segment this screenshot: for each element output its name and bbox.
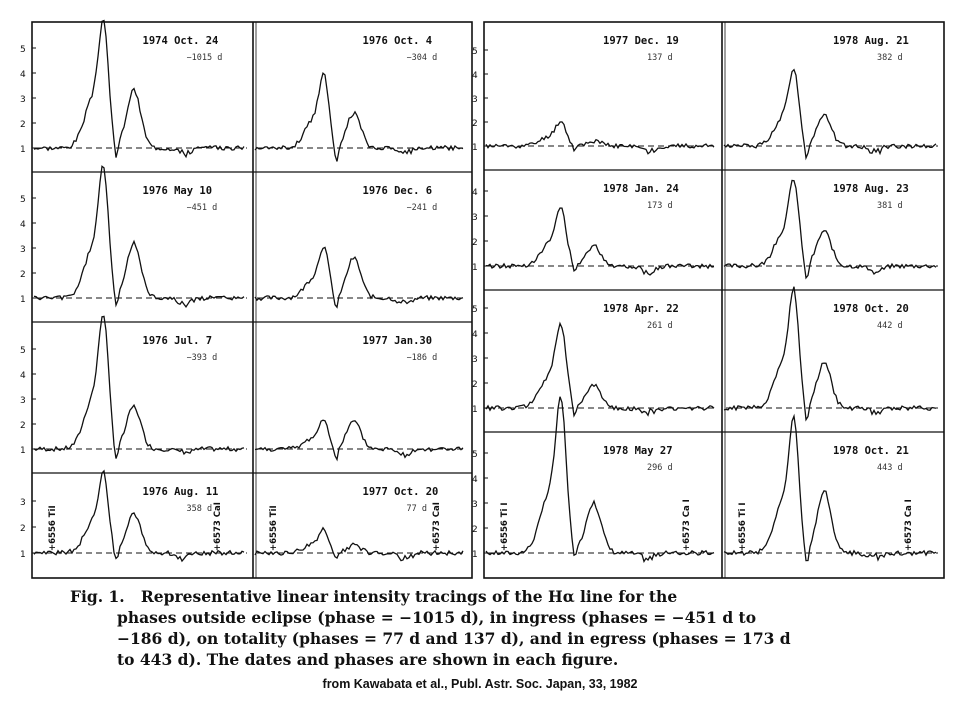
y-tick-label: 3 <box>20 245 26 255</box>
panel-phase: 442 d <box>877 321 903 331</box>
panel-phase: 381 d <box>877 201 903 211</box>
panel-date: 1976 Dec. 6 <box>362 185 433 197</box>
y-tick-label: 4 <box>472 188 478 198</box>
panel-phase: 173 d <box>647 201 673 211</box>
caption-line-4: to 443 d). The dates and phases are shown in each figure. <box>117 650 619 669</box>
panel <box>724 35 938 158</box>
y-tick-label: 1 <box>20 550 26 560</box>
panel <box>20 166 247 307</box>
y-tick-label: 3 <box>472 355 478 365</box>
y-tick-label: 2 <box>472 238 478 248</box>
panel-date: 1978 Oct. 20 <box>833 303 909 315</box>
y-tick-label: 2 <box>20 270 26 280</box>
y-tick-label: 5 <box>472 450 478 460</box>
panel <box>472 397 716 562</box>
source-citation: from Kawabata et al., Publ. Astr. Soc. Japan, 33, 1982 <box>322 677 638 691</box>
caption-label: Fig. 1. <box>70 587 125 606</box>
spectral-line-label: +6573 Ca I <box>682 499 692 551</box>
panel-date: 1976 Aug. 11 <box>142 486 219 498</box>
y-tick-label: 2 <box>472 380 478 390</box>
y-tick-label: 4 <box>472 330 478 340</box>
y-tick-label: 5 <box>20 195 26 205</box>
y-tick-label: 5 <box>472 47 478 57</box>
panel-date: 1978 Jan. 24 <box>603 183 679 195</box>
y-tick-label: 2 <box>472 119 478 129</box>
panel <box>724 416 938 560</box>
y-tick-label: 1 <box>20 295 26 305</box>
panel <box>472 183 716 275</box>
panel-phase: −393 d <box>186 353 218 363</box>
panel <box>255 185 466 307</box>
y-tick-label: 2 <box>20 524 26 534</box>
panel-phase: −304 d <box>406 53 438 63</box>
y-tick-label: 5 <box>20 346 26 356</box>
panel-date: 1976 Oct. 4 <box>362 35 433 47</box>
y-tick-label: 3 <box>20 95 26 105</box>
panel <box>472 35 716 154</box>
y-tick-label: 4 <box>20 371 26 381</box>
y-tick-label: 4 <box>20 220 26 230</box>
spectral-line-label: +6556 TiI <box>48 505 58 551</box>
panel-phase: 261 d <box>647 321 673 331</box>
panel-phase: 296 d <box>647 463 673 473</box>
panel <box>724 181 938 278</box>
intensity-tracing <box>486 397 714 562</box>
spectral-line-label: +6556 Ti I <box>500 502 510 551</box>
y-tick-label: 3 <box>472 95 478 105</box>
y-tick-label: 1 <box>472 405 478 415</box>
panel <box>255 486 466 561</box>
intensity-tracing <box>486 122 714 154</box>
spectral-line-label: +6573 Ca I <box>904 499 914 551</box>
y-tick-label: 5 <box>20 45 26 55</box>
y-tick-label: 2 <box>472 525 478 535</box>
spectral-line-label: +6556 Ti I <box>738 502 748 551</box>
y-tick-label: 4 <box>472 71 478 81</box>
panel-date: 1974 Oct. 24 <box>142 35 219 47</box>
panel-phase: −1015 d <box>186 53 223 63</box>
panel-date: 1977 Dec. 19 <box>603 35 679 47</box>
y-tick-label: 1 <box>20 446 26 456</box>
panel-date: 1978 Aug. 21 <box>833 35 909 47</box>
panel-phase: 358 d <box>186 504 213 514</box>
caption-line-3: −186 d), on totality (phases = 77 d and 137 d), and in egress (phases = 173 d <box>117 629 791 648</box>
y-tick-label: 1 <box>20 145 26 155</box>
panel-phase: −241 d <box>406 203 438 213</box>
panel-phase: 137 d <box>647 53 673 63</box>
y-tick-label: 5 <box>472 305 478 315</box>
y-tick-label: 3 <box>472 500 478 510</box>
panel <box>255 35 466 161</box>
caption-line-2: phases outside eclipse (phase = −1015 d), in ingress (phases = −451 d to <box>117 608 757 627</box>
panel <box>472 303 716 416</box>
panel-phase: −451 d <box>186 203 218 213</box>
panel <box>20 471 247 561</box>
y-tick-label: 4 <box>472 475 478 485</box>
panel-phase: −186 d <box>406 353 438 363</box>
y-tick-label: 2 <box>20 421 26 431</box>
panel-date: 1977 Jan.30 <box>362 335 433 347</box>
y-tick-label: 3 <box>20 396 26 406</box>
panel-phase: 382 d <box>877 53 903 63</box>
panel-phase: 443 d <box>877 463 903 473</box>
panel-date: 1976 May 10 <box>142 185 213 197</box>
intensity-tracing <box>34 166 244 307</box>
intensity-tracing <box>486 208 714 275</box>
y-tick-label: 1 <box>472 550 478 560</box>
panel <box>20 21 247 158</box>
panel-date: 1976 Jul. 7 <box>142 335 213 347</box>
spectral-line-label: +6573 CaI <box>213 502 223 551</box>
panel <box>20 316 247 458</box>
spectral-line-label: +6556 TiI <box>269 505 279 551</box>
panel-date: 1977 Oct. 20 <box>362 486 439 498</box>
panel-phase: 77 d <box>406 504 427 514</box>
panel <box>255 335 466 460</box>
y-tick-label: 1 <box>472 263 478 273</box>
spectral-line-label: +6573 CaI <box>432 502 442 551</box>
panel <box>724 287 938 420</box>
y-tick-label: 3 <box>20 498 26 508</box>
panel-date: 1978 Aug. 23 <box>833 183 909 195</box>
y-tick-label: 1 <box>472 143 478 153</box>
intensity-tracing <box>724 181 936 278</box>
intensity-tracing <box>255 420 463 459</box>
intensity-tracing <box>34 316 244 458</box>
y-tick-label: 3 <box>472 213 478 223</box>
figure-caption <box>70 586 890 670</box>
caption-line-1: Representative linear intensity tracings of the Hα line for the <box>140 587 678 606</box>
y-tick-label: 2 <box>20 120 26 130</box>
intensity-tracing <box>724 70 936 158</box>
panel-date: 1978 Apr. 22 <box>603 303 679 315</box>
y-tick-label: 4 <box>20 70 26 80</box>
panel-date: 1978 Oct. 21 <box>833 445 909 457</box>
panel-date: 1978 May 27 <box>603 445 673 457</box>
intensity-tracing <box>486 324 714 416</box>
